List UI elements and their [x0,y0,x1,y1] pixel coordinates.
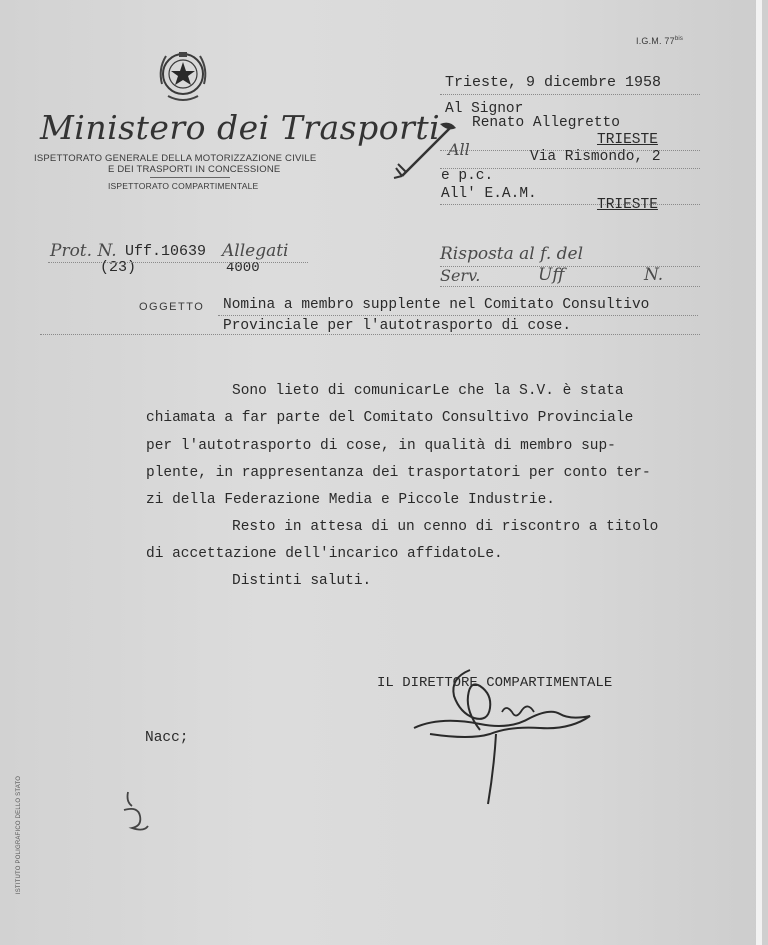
body-line-6: Resto in attesa di un cenno di riscontro a titolo [232,519,659,535]
body-line-8: Distinti saluti. [232,573,372,589]
uff-label: Uff [538,265,565,285]
prot-sub: (23) [100,259,137,276]
handwritten-mark-icon [118,788,158,838]
recipient-street: Via Rismondo, 2 [530,149,661,165]
dept-divider [150,177,230,178]
all-label: All [448,140,470,159]
body-line-5: zi della Federazione Media e Piccole Industrie. [146,492,555,508]
salutation: Al Signor [445,101,524,117]
dept-line-1: ISPETTORATO GENERALE DELLA MOTORIZZAZIONE CIVILE [34,153,317,164]
dept-line-2: E DEI TRASPORTI IN CONCESSIONE [108,164,281,175]
form-code: I.G.M. $77^{bis}$ [636,36,684,46]
prot-label: Prot. N. [50,241,117,261]
body-line-1: Sono lieto di comunicarLe che la S.V. è stata [232,383,624,399]
allegati-value: 4000 [226,260,260,276]
place-date: Trieste, 9 dicembre 1958 [445,74,662,91]
ministry-name: Ministero dei Trasporti [40,108,441,147]
dept-line-3: ISPETTORATO COMPARTIMENTALE [108,181,259,191]
cc-city: TRIESTE [597,197,658,213]
signature-title: IL DIRETTORE COMPARTIMENTALE [377,675,613,691]
subject-label: OGGETTO [139,301,205,313]
body-line-2: chiamata a far parte del Comitato Consultivo Provinciale [146,410,634,426]
body-line-7: di accettazione dell'incarico affidatoLe. [146,546,503,562]
signature-icon [410,668,600,808]
prot-value: Uff.10639 [125,243,207,260]
margin-printer: ISTITUTO POLIGRAFICO DELLO STATO [16,775,23,895]
n-label: N. [644,265,664,285]
body-line-4: plente, in rappresentanza dei trasportatori per conto ter- [146,465,651,481]
risposta-label: Risposta al f. del [440,244,584,264]
subject-line-2: Provinciale per l'autotrasporto di cose. [223,318,572,334]
typist-initials: Nacc; [145,730,189,746]
serv-label: Serv. [440,266,481,285]
pen-mark-icon [392,118,462,184]
state-emblem-icon [152,44,214,106]
cc-label: e p.c. [441,168,494,184]
body-line-3: per l'autotrasporto di cose, in qualità di membro sup- [146,438,616,454]
allegati-label: Allegati [222,241,289,261]
recipient-city: TRIESTE [597,132,658,148]
subject-line-1: Nomina a membro supplente nel Comitato Consultivo [223,297,650,313]
cc-recipient: All' E.A.M. [441,186,537,202]
recipient-name: Renato Allegretto [472,115,620,131]
